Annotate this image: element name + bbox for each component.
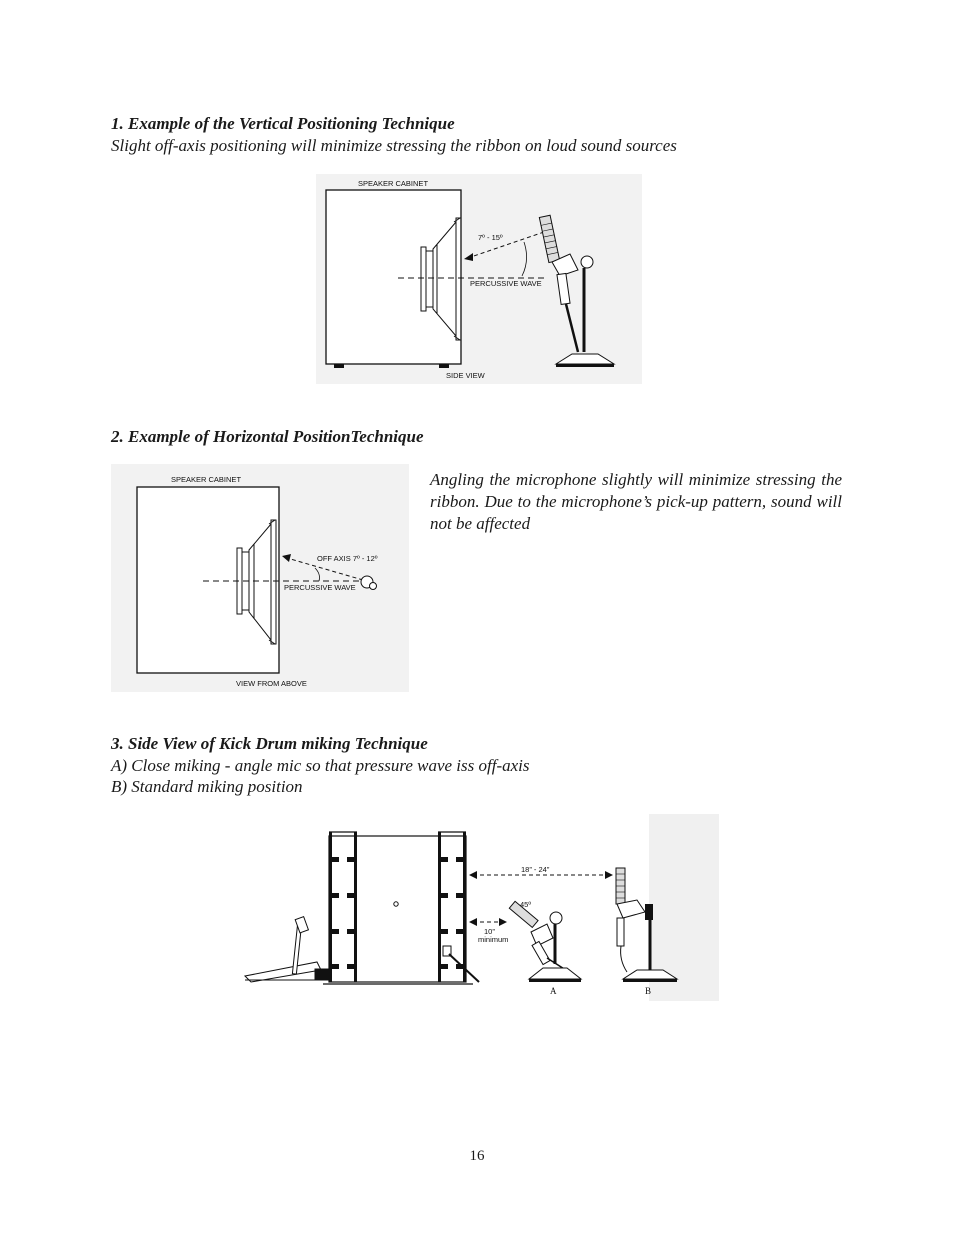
section3-line-b: B) Standard miking position [111,777,303,796]
min-distance-label: 10” [484,927,495,936]
page-number: 16 [469,1148,485,1164]
kick-drum [323,832,473,984]
ribbon-microphone [539,215,614,367]
angle-label: 45º [520,900,532,909]
horizontal-positioning-figure [111,464,409,692]
distance-label: 18” - 24” [521,865,550,874]
kick-drum-miking-figure [233,814,719,1001]
vertical-positioning-figure [316,174,642,384]
section1-heading: 1. Example of the Vertical Positioning Technique [111,114,455,133]
view-label: VIEW FROM ABOVE [236,679,307,688]
cabinet-label: SPEAKER CABINET [358,179,429,188]
section3-heading: 3. Side View of Kick Drum miking Technique [111,734,428,753]
mic-a-label: A [550,986,557,996]
section3-line-a: A) Close miking - angle mic so that pressure wave iss off-axis [111,756,530,775]
wave-label: PERCUSSIVE WAVE [470,279,542,288]
mic-b-label: B [645,986,652,996]
section2-description: Angling the microphone slightly will minimize stressing the ribbon. Due to the microphone’s pick-up pattern, sound will not be affected [430,470,842,533]
view-label: SIDE VIEW [446,371,485,380]
cabinet-label: SPEAKER CABINET [171,475,242,484]
angle-label: OFF AXIS 7º - 12º [317,554,378,563]
section2-heading: 2. Example of Horizontal PositionTechnique [111,427,424,446]
speaker-cabinet [326,190,461,364]
microphone-top-view [361,576,377,590]
min-label: minimum [478,935,509,944]
speaker-cabinet [137,487,279,673]
section1-caption: Slight off-axis positioning will minimize stressing the ribbon on loud sound sources [111,136,677,155]
angle-label: 7º - 15º [478,233,503,242]
wave-label: PERCUSSIVE WAVE [284,583,356,592]
